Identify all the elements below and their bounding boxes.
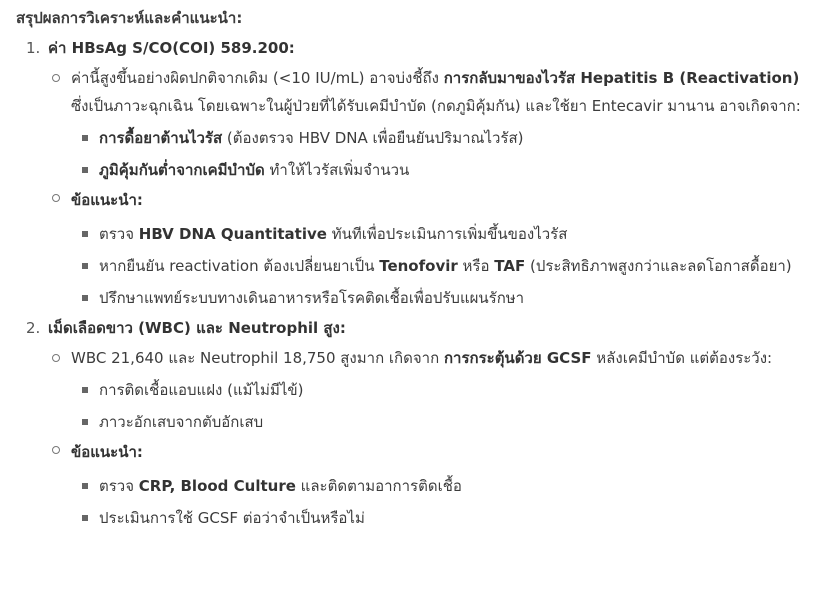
square-bullet-icon — [82, 167, 88, 173]
advice-text: ปรึกษาแพทย์ระบบทางเดินอาหารหรือโรคติดเชื้อเพื่อปรับแผนรักษา — [99, 289, 525, 307]
causes-list — [71, 376, 806, 436]
causes-list — [71, 124, 806, 184]
advice-text: ทันทีเพื่อประเมินการเพิ่มขึ้นของไวรัส — [326, 225, 568, 243]
cause-bold: การดื้อยาต้านไวรัส — [99, 129, 223, 147]
finding-number: 1. — [26, 39, 41, 57]
finding-item-hbsag — [16, 32, 806, 312]
advice-text: (ประสิทธิภาพสูงกว่าและลดโอกาสดื้อยา) — [525, 257, 792, 275]
findings-list — [16, 32, 806, 532]
cause-item — [71, 156, 806, 184]
square-bullet-icon — [82, 135, 88, 141]
advice-bold: HBV DNA Quantitative — [138, 225, 327, 243]
advice-list-item — [71, 472, 806, 500]
finding-number: 2. — [26, 319, 41, 337]
advice-item — [16, 436, 806, 532]
cause-item — [71, 124, 806, 152]
summary-heading: สรุปผลการวิเคราะห์และคำแนะนำ: — [16, 9, 243, 27]
circle-bullet-icon — [52, 446, 60, 454]
paragraph-text: หลังเคมีบำบัด แต่ต้องระวัง: — [591, 349, 773, 367]
paragraph-bold: การกระตุ้นด้วย GCSF — [443, 349, 592, 367]
advice-list-item — [71, 220, 806, 248]
square-bullet-icon — [82, 419, 88, 425]
paragraph-text: ค่านี้สูงขึ้นอย่างผิดปกติจากเดิม (<10 IU/mL) อาจบ่งชี้ถึง — [71, 69, 444, 87]
advice-list-item — [71, 252, 806, 280]
advice-text: ประเมินการใช้ GCSF ต่อว่าจำเป็นหรือไม่ — [99, 509, 365, 527]
circle-bullet-icon — [52, 354, 60, 362]
advice-bold: Tenofovir — [379, 257, 458, 275]
advice-label: ข้อแนะนำ: — [71, 443, 143, 461]
square-bullet-icon — [82, 295, 88, 301]
finding-title-text: ค่า HBsAg S/CO(COI) 589.200: — [48, 39, 295, 57]
finding-paragraph-item — [16, 344, 806, 436]
advice-text: หากยืนยัน reactivation ต้องเปลี่ยนยาเป็น — [99, 257, 380, 275]
cause-text: ทำให้ไวรัสเพิ่มจำนวน — [264, 161, 410, 179]
finding-title — [16, 312, 806, 344]
cause-item — [71, 376, 806, 404]
square-bullet-icon — [82, 483, 88, 489]
advice-list-item — [71, 284, 806, 312]
square-bullet-icon — [82, 263, 88, 269]
finding-paragraph-item — [16, 64, 806, 184]
cause-item — [71, 408, 806, 436]
finding-title-text: เม็ดเลือดขาว (WBC) และ Neutrophil สูง: — [48, 319, 346, 337]
advice-bold: CRP, Blood Culture — [138, 477, 296, 495]
circle-bullet-icon — [52, 74, 60, 82]
paragraph-text: WBC 21,640 และ Neutrophil 18,750 สูงมาก เกิดจาก — [71, 349, 444, 367]
cause-text: (ต้องตรวจ HBV DNA เพื่อยืนยันปริมาณไวรัส) — [222, 129, 524, 147]
advice-list — [71, 472, 806, 532]
advice-item — [16, 184, 806, 312]
circle-bullet-icon — [52, 194, 60, 202]
finding-item-wbc — [16, 312, 806, 532]
paragraph-bold: การกลับมาของไวรัส Hepatitis B (Reactivation) — [443, 69, 800, 87]
finding-paragraph — [71, 344, 806, 372]
square-bullet-icon — [82, 515, 88, 521]
paragraph-text: ซึ่งเป็นภาวะฉุกเฉิน โดยเฉพาะในผู้ป่วยที่ได้รับเคมีบำบัด (กดภูมิคุ้มกัน) และใช้ยา Entecavir มานาน อาจเกิดจาก: — [71, 97, 801, 115]
advice-text: ตรวจ — [99, 225, 139, 243]
square-bullet-icon — [82, 231, 88, 237]
advice-text: และติดตามอาการติดเชื้อ — [295, 477, 462, 495]
cause-text: การติดเชื้อแอบแฝง (แม้ไม่มีไข้) — [99, 381, 304, 399]
square-bullet-icon — [82, 387, 88, 393]
advice-label: ข้อแนะนำ: — [71, 191, 143, 209]
cause-bold: ภูมิคุ้มกันต่ำจากเคมีบำบัด — [99, 161, 265, 179]
advice-list — [71, 220, 806, 312]
advice-text: ตรวจ — [99, 477, 139, 495]
finding-details — [16, 344, 806, 532]
advice-text: หรือ — [457, 257, 495, 275]
advice-list-item — [71, 504, 806, 532]
finding-details — [16, 64, 806, 312]
cause-text: ภาวะอักเสบจากตับอักเสบ — [99, 413, 264, 431]
finding-title — [16, 32, 806, 64]
finding-paragraph — [71, 64, 806, 120]
document — [16, 4, 806, 532]
advice-bold: TAF — [494, 257, 526, 275]
